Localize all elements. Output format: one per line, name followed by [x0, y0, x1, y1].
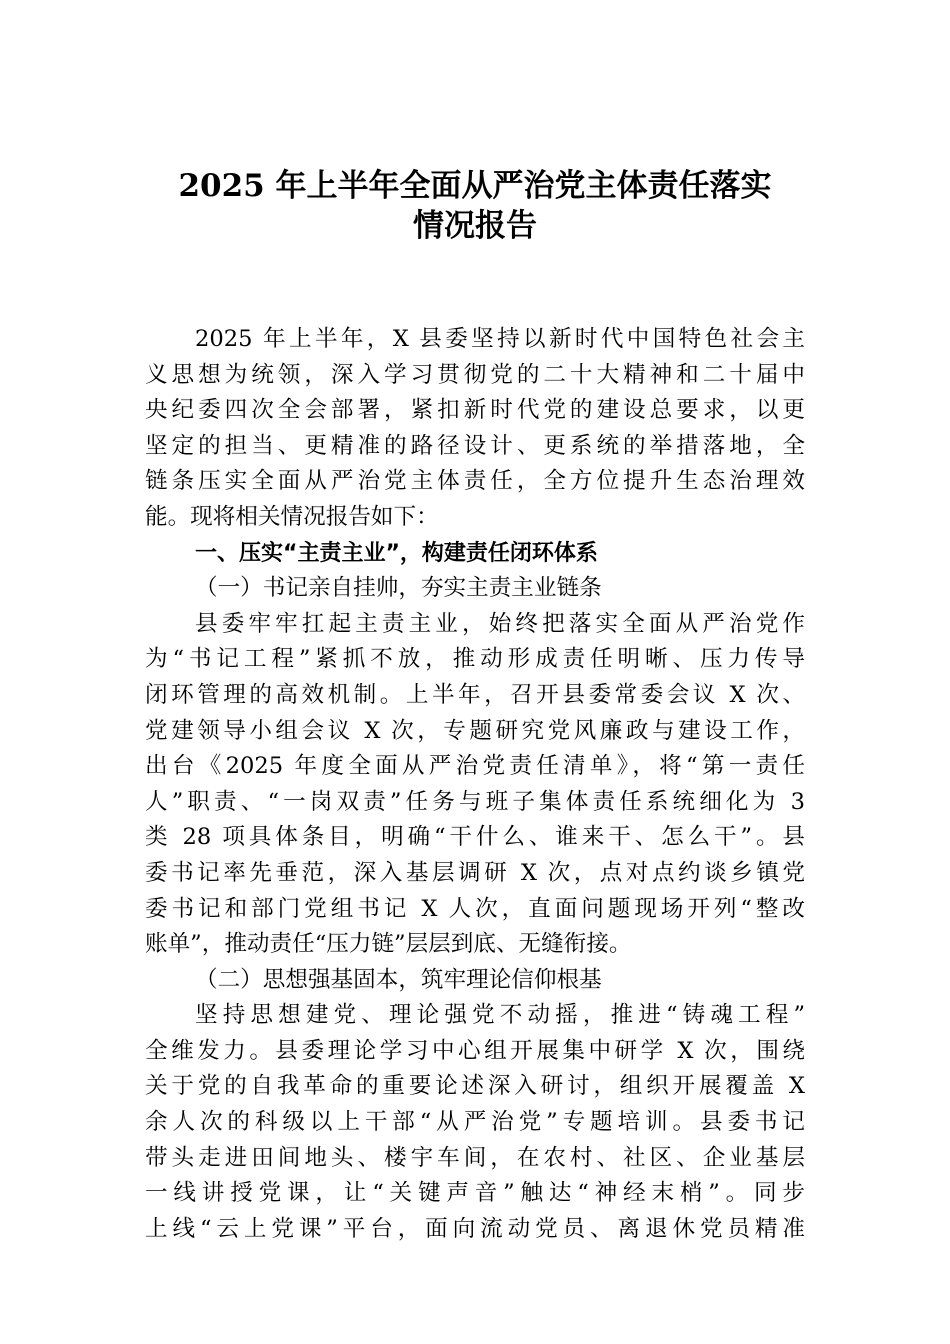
paragraph-line: 上线“云上党课”平台，面向流动党员、离退休党员精准 — [145, 1215, 805, 1242]
subsection-heading: （二）思想强基固本，筑牢理论信仰根基 — [195, 966, 602, 993]
paragraph-line: 关于党的自我革命的重要论述深入研讨，组织开展覆盖 X — [145, 1073, 805, 1100]
subsection-heading: （一）书记亲自挂帅，夯实主责主业链条 — [195, 575, 602, 602]
paragraph-line: 义思想为统领，深入学习贯彻党的二十大精神和二十届中 — [145, 361, 805, 388]
paragraph-line: 链条压实全面从严治党主体责任，全方位提升生态治理效 — [145, 468, 805, 495]
paragraph-line: 央纪委四次全会部署，紧扣新时代党的建设总要求，以更 — [145, 397, 805, 424]
paragraph-first-line: 坚持思想建党、理论强党不动摇，推进“铸魂工程” — [195, 1002, 805, 1029]
document-title-line-2: 情况报告 — [413, 208, 537, 244]
paragraph-line: 委书记率先垂范，深入基层调研 X 次，点对点约谈乡镇党 — [145, 859, 805, 886]
paragraph-line: 坚定的担当、更精准的路径设计、更系统的举措落地，全 — [145, 432, 805, 459]
paragraph-line: 人”职责、“一岗双责”任务与班子集体责任系统细化为 3 — [145, 788, 805, 815]
paragraph-line: 委书记和部门党组书记 X 人次，直面问题现场开列“整改 — [145, 895, 805, 922]
paragraph-line: 一线讲授党课，让“关键声音”触达“神经末梢”。同步 — [145, 1180, 805, 1207]
paragraph-line: 类 28 项具体条目，明确“干什么、谁来干、怎么干”。县 — [145, 824, 805, 851]
paragraph-line: 余人次的科级以上干部“从严治党”专题培训。县委书记 — [145, 1109, 805, 1136]
paragraph-first-line: 县委牢牢扛起主责主业，始终把落实全面从严治党作 — [195, 610, 805, 637]
paragraph-last-line: 账单”，推动责任“压力链”层层到底、无缝衔接。 — [145, 931, 632, 958]
document-body — [145, 322, 805, 1247]
document-title-line-1: 2025 年上半年全面从严治党主体责任落实 — [178, 168, 772, 204]
paragraph-last-line: 能。现将相关情况报告如下： — [145, 503, 439, 530]
paragraph-first-line: 2025 年上半年，X 县委坚持以新时代中国特色社会主 — [195, 326, 805, 352]
section-heading: 一、压实“主责主业”，构建责任闭环体系 — [195, 540, 598, 566]
paragraph-line: 党建领导小组会议 X 次，专题研究党风廉政与建设工作， — [145, 717, 805, 744]
paragraph-line: 闭环管理的高效机制。上半年，召开县委常委会议 X 次、 — [145, 681, 805, 708]
paragraph-line: 全维发力。县委理论学习中心组开展集中研学 X 次，围绕 — [145, 1037, 805, 1064]
paragraph-line: 为“书记工程”紧抓不放，推动形成责任明晰、压力传导 — [145, 646, 805, 673]
paragraph-line: 出台《2025 年度全面从严治党责任清单》，将“第一责任 — [145, 753, 805, 780]
paragraph-line: 带头走进田间地头、楼宇车间，在农村、社区、企业基层 — [145, 1144, 805, 1171]
